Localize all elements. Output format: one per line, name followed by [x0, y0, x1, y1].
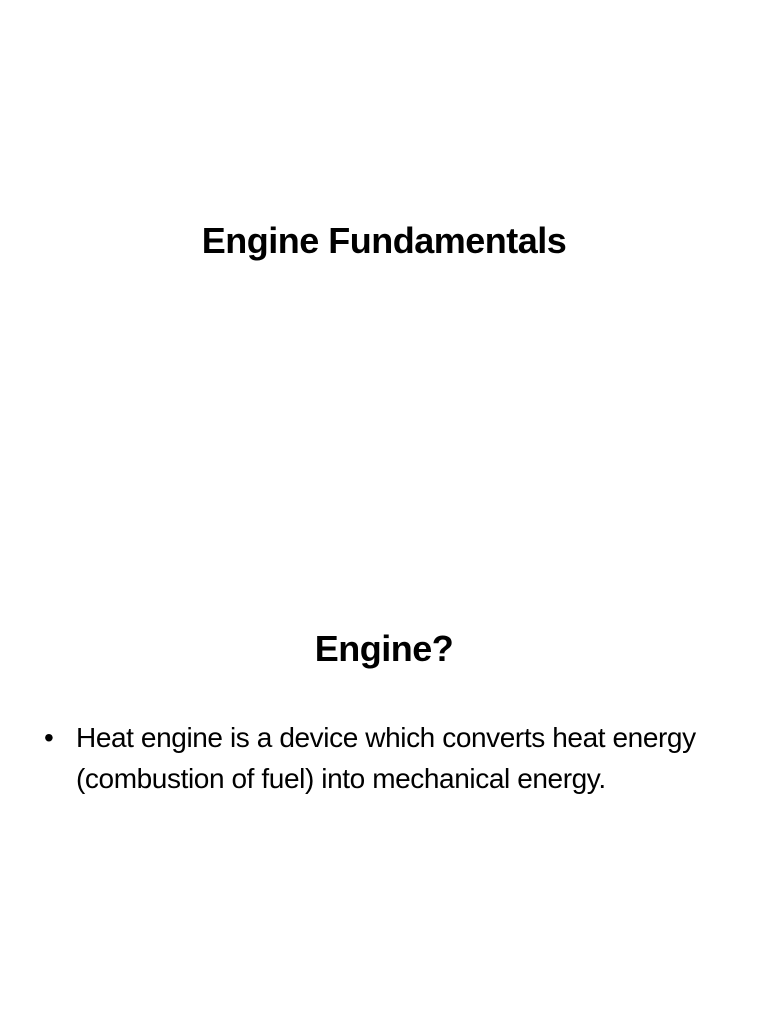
- bullet-text: Heat engine is a device which converts heat energy (combustion of fuel) into mechanical energy.: [76, 722, 696, 794]
- slide-2-title: Engine?: [314, 628, 454, 669]
- slide-1-title: Engine Fundamentals: [201, 220, 567, 261]
- bullet-list: [44, 717, 724, 799]
- slide-2: [0, 512, 768, 1024]
- bullet-item: [44, 717, 724, 799]
- bullet-dot-icon: •: [44, 722, 54, 753]
